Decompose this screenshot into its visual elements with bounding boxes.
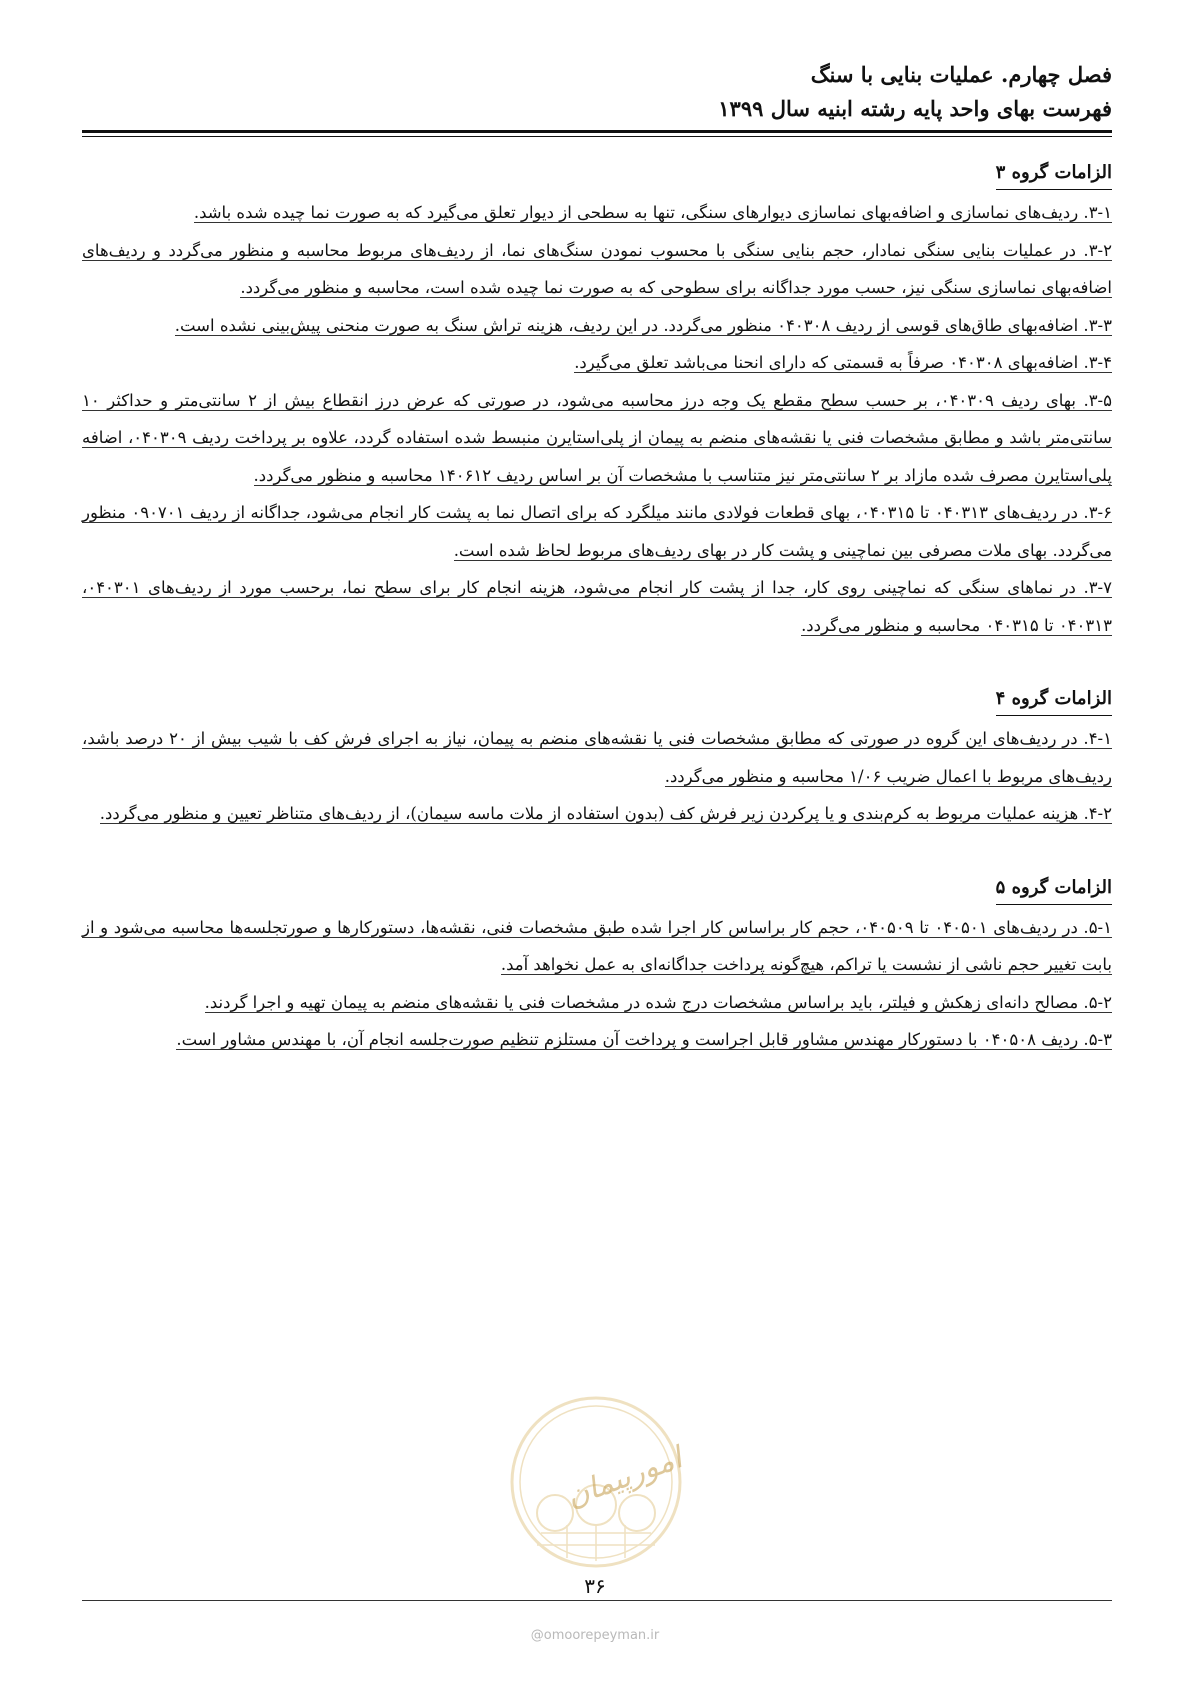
clause-item: ۵-۲. مصالح دانه‌ای زهکش و فیلتر، باید براساس مشخصات درج شده در مشخصات فنی یا نقشه‌های منضم به پیمان تهیه و اجرا گردند. <box>204 992 1112 1012</box>
clause-item: ۳-۷. در نماهای سنگی که نماچینی روی کار، جدا از پشت کار انجام می‌شود، هزینه انجام کار برای سطح نما، برحسب مورد از ردیف‌های ۰۴۰۳۰۱، ۰۴۰۳۱۳ تا ۰۴۰۳۱۵ محاسبه و منظور می‌گردد. <box>82 578 1112 635</box>
group-4-section <box>82 684 1112 833</box>
clause-item: ۴-۲. هزینه عملیات مربوط به کرم‌بندی و یا پرکردن زیر فرش کف (بدون استفاده از ملات ماسه سیمان)، از ردیف‌های متناظر تعیین و منظور می‌گردد. <box>99 804 1112 823</box>
content <box>82 158 1112 1099</box>
clause-item: ۳-۳. اضافه‌بهای طاق‌های قوسی از ردیف ۰۴۰۳۰۸ منظور می‌گردد. در این ردیف، هزینه تراش سنگ به صورت منحنی پیش‌بینی نشده است. <box>174 315 1112 335</box>
watermark-seal-text: امورپیمان <box>561 1440 687 1515</box>
header-rule-thin <box>82 136 1112 137</box>
footer-rule <box>82 1600 1112 1601</box>
clause-item: ۵-۱. در ردیف‌های ۰۴۰۵۰۱ تا ۰۴۰۵۰۹، حجم کار براساس کار اجرا شده طبق مشخصات فنی، نقشه‌ها، دستورکارها و صورتجلسه‌ها محاسبه می‌شود و از بابت تغییر حجم ناشی از نشست یا تراکم، هیچ‌گونه پرداخت جداگانه‌ای به عمل نخواهد آمد. <box>82 917 1112 974</box>
clause-item: ۴-۱. در ردیف‌های این گروه در صورتی که مطابق مشخصات فنی یا نقشه‌های منضم به پیمان، نیاز به اجرای فرش کف با شیب بیش از ۲۰ درصد باشد، ردیف‌های مربوط با اعمال ضریب ۱/۰۶ محاسبه و منظور می‌گردد. <box>82 729 1112 786</box>
header-rule-thick <box>82 130 1112 133</box>
clause-item: ۳-۲. در عملیات بنایی سنگی نمادار، حجم بنایی سنگی با محسوب نمودن سنگ‌های نما، از ردیف‌های مربوط محاسبه و منظور می‌گردد و ردیف‌های اضافه‌بهای نماسازی سنگی نیز، حسب مورد جداگانه برای سطوحی که به صورت نما چیده شده است، محاسبه و منظور می‌گردد. <box>82 240 1112 297</box>
page-header <box>82 58 1112 126</box>
clause-item: ۳-۴. اضافه‌بهای ۰۴۰۳۰۸ صرفاً به قسمتی که دارای انحنا می‌باشد تعلق می‌گیرد. <box>574 353 1112 372</box>
watermark-url: @omoorepeyman.ir <box>530 1628 660 1643</box>
group-title: الزامات گروه ۴ <box>996 684 1112 716</box>
group-5-section <box>82 873 1112 1059</box>
list-title: فهرست بهای واحد پایه رشته ابنیه سال ۱۳۹۹ <box>718 96 1112 121</box>
clause-item: ۳-۶. در ردیف‌های ۰۴۰۳۱۳ تا ۰۴۰۳۱۵، بهای قطعات فولادی مانند میلگرد که برای اتصال نما به پشت کار انجام می‌شود، جداگانه از ردیف ۰۹۰۷۰۱ منظور می‌گردد. بهای ملات مصرفی بین نماچینی و پشت کار در بهای ردیف‌های مربوط لحاظ شده است. <box>82 503 1112 560</box>
group-title: الزامات گروه ۳ <box>996 158 1112 190</box>
chapter-title: فصل چهارم. عملیات بنایی با سنگ <box>810 62 1112 87</box>
page-number: ۳۶ <box>584 1574 606 1598</box>
group-3-section <box>82 158 1112 644</box>
clause-item: ۵-۳. ردیف ۰۴۰۵۰۸ با دستورکار مهندس مشاور قابل اجراست و پرداخت آن مستلزم تنظیم صورت‌جلسه انجام آن، با مهندس مشاور است. <box>176 1030 1112 1049</box>
group-title: الزامات گروه ۵ <box>996 873 1112 905</box>
clause-item: ۳-۵. بهای ردیف ۰۴۰۳۰۹، بر حسب سطح مقطع یک وجه درز محاسبه می‌شود، در صورتی که عرض درز انقطاع بیش از ۲ سانتی‌متر و حداکثر ۱۰ سانتی‌متر باشد و مطابق مشخصات فنی یا نقشه‌های منضم به پیمان از پلی‌استایرن منبسط شده استفاده گردد، علاوه بر پرداخت ردیف ۰۴۰۳۰۹، اضافه پلی‌استایرن مصرف شده مازاد بر ۲ سانتی‌متر نیز متناسب با مشخصات آن بر اساس ردیف ۱۴۰۶۱۲ محاسبه و منظور می‌گردد. <box>82 390 1112 485</box>
clause-item: ۳-۱. ردیف‌های نماسازی و اضافه‌بهای نماسازی دیوارهای سنگی، تنها به سطحی از دیوار تعلق می‌گیرد که به صورت نما چیده شده باشد. <box>193 203 1112 222</box>
